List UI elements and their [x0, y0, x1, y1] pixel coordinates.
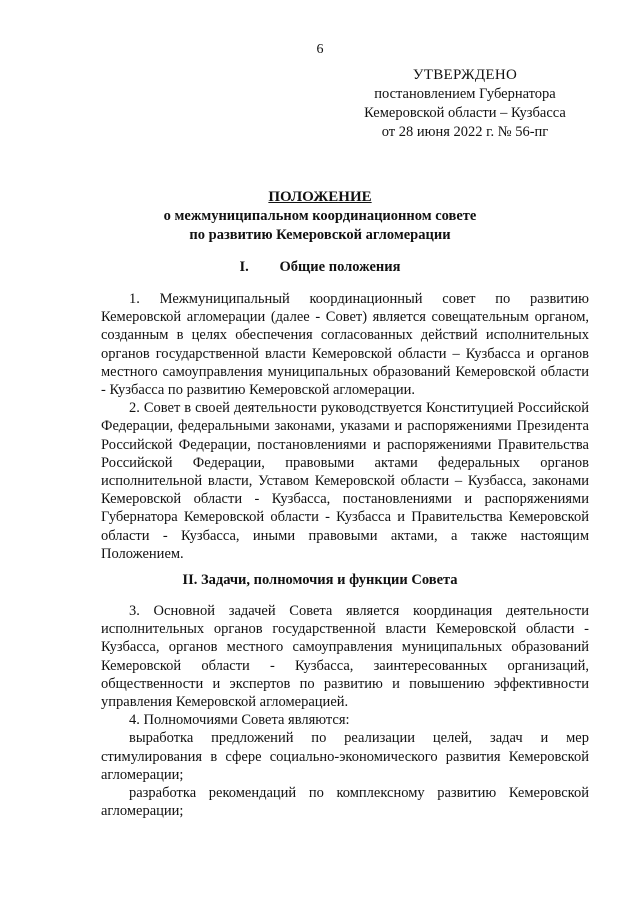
- document-title: [0, 188, 640, 245]
- page-number: 6: [316, 42, 324, 57]
- title-subtitle: о межмуниципальном координационном совете: [163, 208, 477, 224]
- paragraph: 2. Совет в своей деятельности руководствуется Конституцией Российской Федерации, федеральными законами, указами и распоряжениями Президента Российской Федерации, постановлениями и распоряжениями Правительства Российской Федерации, правовыми актами федеральных органов исполнительной власти, Уставом Кемеровской области – Кузбасса, законами Кемеровской области - Кузбасса, постановлениями и распоряжениями Губернатора Кемеровской области - Кузбасса и Правительства Кемеровской области - Кузбасса, иными правовыми актами, а также настоящим Положением.: [101, 400, 589, 562]
- approval-date-line: от 28 июня 2022 г. № 56-пг: [381, 124, 549, 140]
- title-main: ПОЛОЖЕНИЕ: [268, 189, 372, 205]
- section-heading-2: II. Задачи, полномочия и функции Совета: [182, 572, 458, 588]
- section-number: I.: [239, 259, 249, 275]
- section-1-body: [101, 290, 589, 563]
- section-title: Общие положения: [279, 259, 401, 275]
- paragraph: 3. Основной задачей Совета является координация деятельности исполнительных органов государственной власти Кемеровской области - Кузбасса, органов местного самоуправления муниципальных образований Кемеровской области - Кузбасса, заинтересованных организаций, общественности и экспертов по развитию и повышению эффективности управления Кемеровской агломерацией.: [101, 603, 589, 711]
- paragraph: разработка рекомендаций по комплексному развитию Кемеровской агломерации;: [101, 785, 589, 820]
- paragraph: 4. Полномочиями Совета являются:: [129, 712, 350, 729]
- section-2-body: [101, 602, 589, 820]
- paragraph: выработка предложений по реализации целей, задач и мер стимулирования в сфере социально-экономического развития Кемеровской агломерации;: [101, 730, 589, 783]
- title-subtitle: по развитию Кемеровской агломерации: [189, 227, 451, 243]
- paragraph: 1. Межмуниципальный координационный совет по развитию Кемеровской агломерации (далее - Совет) является совещательным органом, созданным в целях обеспечения согласованных действий исполнительных органов государственной власти Кемеровской области – Кузбасса и органов местного самоуправления муниципальных образований Кемеровской области - Кузбасса по развитию Кемеровской агломерации.: [101, 291, 589, 399]
- section-heading-1: [0, 259, 640, 276]
- approval-heading: УТВЕРЖДЕНО: [412, 67, 518, 83]
- approval-line: постановлением Губернатора: [374, 86, 556, 102]
- approval-line: Кемеровской области – Кузбасса: [364, 105, 566, 121]
- approval-stamp: [350, 66, 580, 142]
